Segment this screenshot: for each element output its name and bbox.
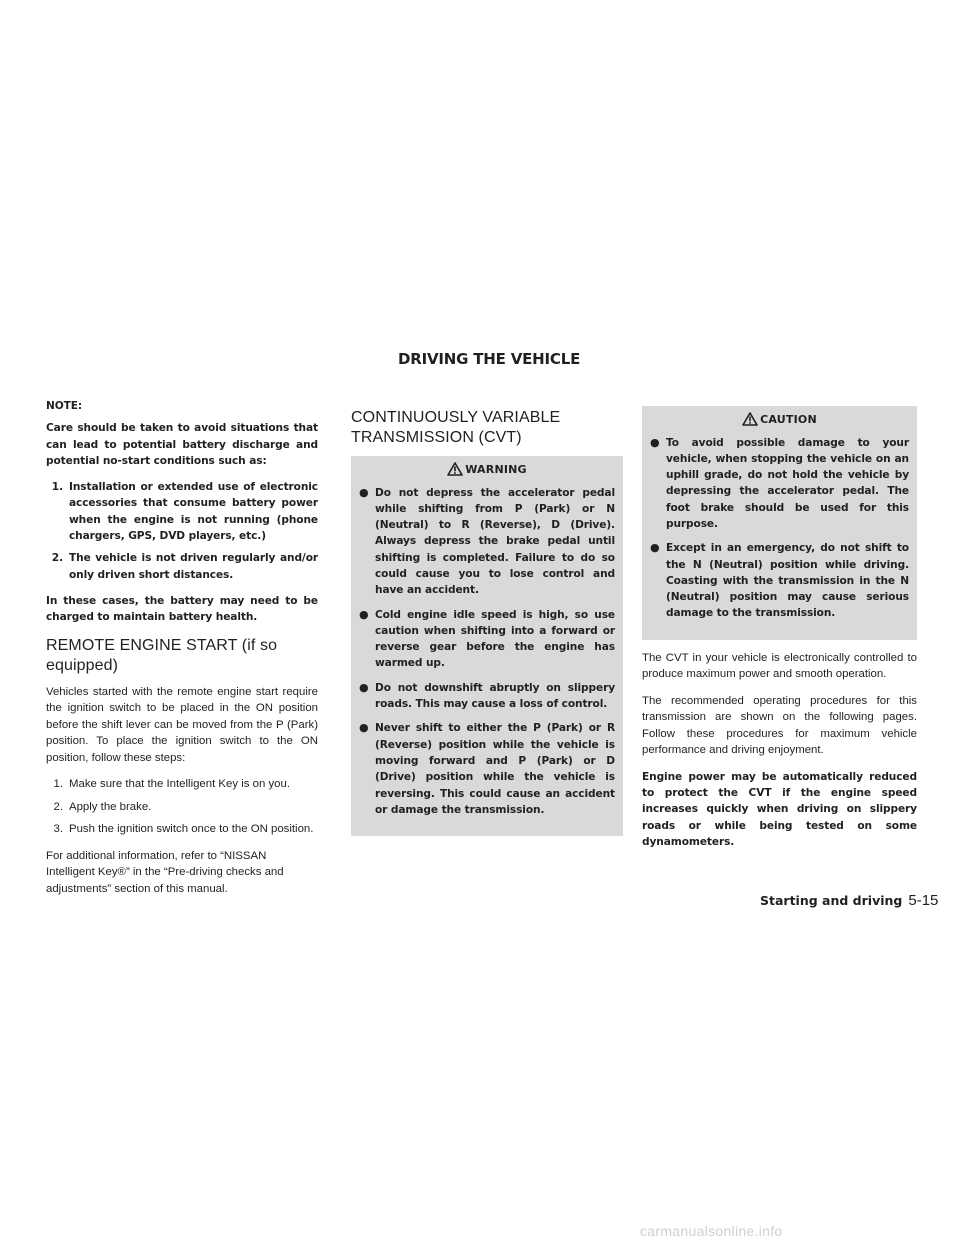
- warning-triangle-icon: [447, 462, 463, 476]
- warning-label: WARNING: [465, 463, 527, 476]
- column-right: [642, 406, 917, 860]
- list-item: [359, 680, 615, 713]
- step-number: 3.: [53, 823, 63, 836]
- note-list: [46, 479, 318, 583]
- cvt-paragraph-3: Engine power may be automatically reduced to protect the CVT if the engine speed increases quickly when driving on slippery roads or while being tested on some dynamometers.: [642, 770, 917, 848]
- remote-start-heading: REMOTE ENGINE START (if so equipped): [46, 636, 278, 674]
- footer-section-title: Starting and driving: [760, 893, 903, 908]
- list-item: [46, 479, 318, 544]
- section-banner: DRIVING THE VEHICLE: [398, 350, 581, 368]
- watermark: carmanualsonline.info: [640, 1223, 783, 1239]
- bullet-icon: ●: [359, 721, 369, 735]
- warning-box: [351, 456, 623, 836]
- bullet-icon: ●: [359, 680, 369, 694]
- caution-triangle-icon: [742, 412, 758, 426]
- cvt-paragraph-1: The CVT in your vehicle is electronically controlled to produce maximum power and smooth operation.: [642, 651, 917, 681]
- page-number: 5-15: [908, 892, 939, 909]
- list-item: [46, 799, 318, 816]
- warning-text: Never shift to either the P (Park) or R (Reverse) position while the vehicle is moving forward and P (Park) or D (Drive) position while the vehicle is reversing. This could cause an accident or damage the transmission.: [375, 722, 615, 816]
- remote-start-paragraph: Vehicles started with the remote engine start require the ignition switch to be placed in the ON position before the shift lever can be moved from the P (Park) position. To place the ignition switch to the ON position, follow these steps:: [46, 685, 318, 764]
- caution-text: To avoid possible damage to your vehicle, when stopping the vehicle on an uphill grade, do not hold the vehicle by depressing the accelerator pedal. The foot brake should be used for this purpose.: [666, 436, 909, 530]
- steps-list: [46, 776, 318, 838]
- column-left: [46, 398, 318, 907]
- step-number: 2.: [53, 800, 63, 813]
- list-item: [359, 720, 615, 818]
- list-text: The vehicle is not driven regularly and/or only driven short distances.: [69, 552, 318, 581]
- caution-text: Except in an emergency, do not shift to the N (Neutral) position while driving. Coasting with the transmission in the N (Neutral) position may cause serious damage to the transmission.: [666, 542, 909, 620]
- note-intro: Care should be taken to avoid situations that can lead to potential battery discharge and potential no-start conditions such as:: [46, 422, 318, 467]
- page-footer: [760, 892, 938, 909]
- warning-header: [359, 456, 615, 485]
- bullet-icon: ●: [359, 607, 369, 621]
- list-item: [359, 607, 615, 672]
- cvt-paragraph-2: The recommended operating procedures for this transmission are shown on the following pages. Follow these procedures for maximum vehicle performance and driving enjoyment.: [642, 694, 917, 757]
- bullet-icon: ●: [359, 485, 369, 499]
- reference-paragraph: For additional information, refer to “NISSAN Intelligent Key®” in the “Pre-driving checks and adjustments” section of this manual.: [46, 849, 284, 895]
- warning-text: Cold engine idle speed is high, so use caution when shifting into a forward or reverse gear before the engine has warmed up.: [375, 608, 615, 670]
- list-item: [46, 776, 318, 793]
- warning-text: Do not depress the accelerator pedal while shifting from P (Park) or N (Neutral) to R (Reverse), D (Drive). Always depress the brake pedal until shifting is completed. Failure to do so could cause you to lose control and have an accident.: [375, 486, 615, 597]
- warning-text: Do not downshift abruptly on slippery roads. This may cause a loss of control.: [375, 681, 615, 711]
- step-text: Push the ignition switch once to the ON position.: [69, 823, 314, 836]
- list-text: Installation or extended use of electronic accessories that consume battery power when the engine is not running (phone chargers, GPS, DVD players, etc.): [69, 481, 318, 543]
- list-item: [650, 540, 909, 621]
- bullet-icon: ●: [650, 435, 660, 449]
- step-text: Apply the brake.: [69, 800, 152, 813]
- caution-header: [650, 406, 909, 435]
- note-outro: In these cases, the battery may need to be charged to maintain battery health.: [46, 594, 318, 624]
- caution-list: [650, 435, 909, 622]
- caution-box: [642, 406, 917, 640]
- step-number: 1.: [53, 778, 63, 791]
- step-text: Make sure that the Intelligent Key is on you.: [69, 778, 290, 791]
- list-item: [46, 550, 318, 583]
- list-number: 1.: [51, 481, 63, 494]
- column-middle: [351, 404, 623, 846]
- bullet-icon: ●: [650, 541, 660, 555]
- list-number: 2.: [51, 552, 63, 565]
- list-item: [650, 435, 909, 533]
- caution-label: CAUTION: [760, 413, 817, 426]
- note-label: NOTE:: [46, 400, 83, 412]
- list-item: [46, 821, 318, 838]
- cvt-heading: CONTINUOUSLY VARIABLE TRANSMISSION (CVT): [351, 409, 561, 446]
- warning-list: [359, 485, 615, 819]
- list-item: [359, 485, 615, 599]
